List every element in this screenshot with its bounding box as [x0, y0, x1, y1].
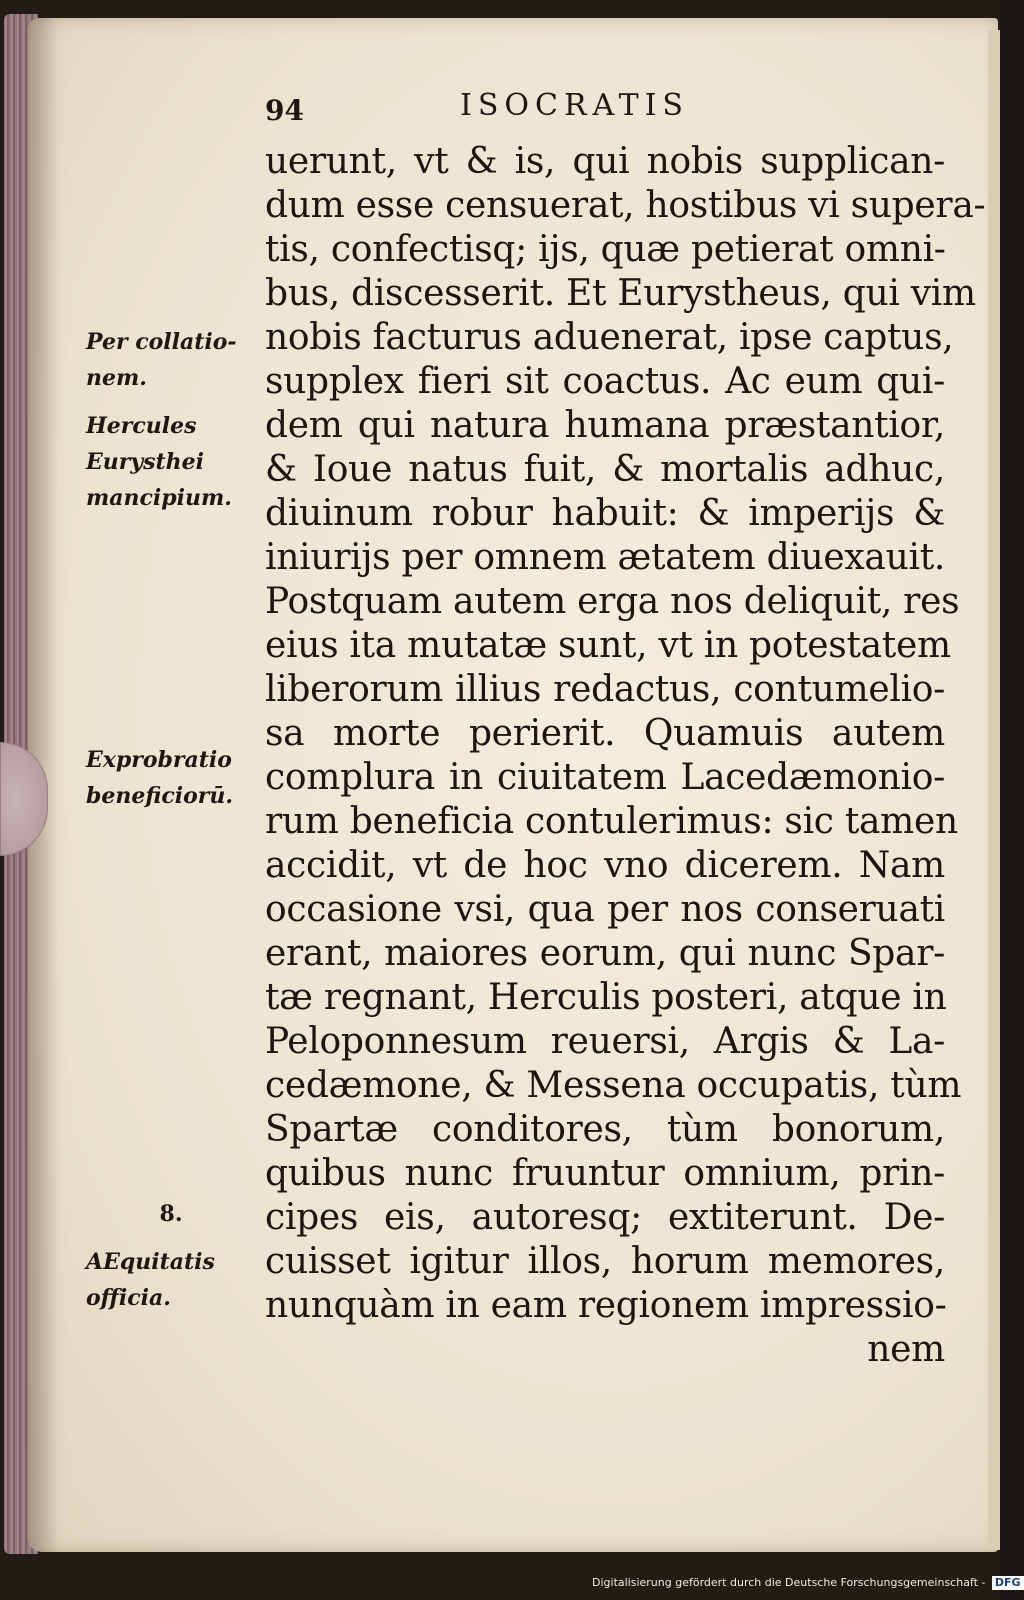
text-line: cedæmone, & Messena occupatis, tùm — [265, 1065, 962, 1106]
text-line: Peloponnesum reuersi, Argis & La- — [265, 1021, 945, 1062]
margin-note — [86, 742, 261, 814]
credit-text: Digitalisierung gefördert durch die Deutsche Forschungsgemeinschaft - — [592, 1576, 986, 1589]
margin-note-line: Hercules — [86, 413, 197, 439]
text-line: liberorum illius redactus, contumelio- — [265, 669, 945, 710]
margin-note-line: officia. — [86, 1285, 171, 1311]
section-number — [86, 1196, 256, 1232]
text-line: Postquam autem erga nos deliquit, res — [265, 581, 960, 622]
margin-note-line: beneficiorū. — [86, 783, 234, 809]
text-line: bus, discesserit. Et Eurystheus, qui vim — [265, 273, 976, 314]
page-number: 94 — [265, 94, 304, 127]
text-line: eius ita mutatæ sunt, vt in potestatem — [265, 625, 951, 666]
text-line: iniurijs per omnem ætatem diuexauit. — [265, 537, 945, 578]
text-line: erant, maiores eorum, qui nunc Spar- — [265, 933, 945, 974]
text-line: rum beneficia contulerimus: sic tamen — [265, 801, 958, 842]
margin-note-line: nem. — [86, 365, 147, 391]
text-line: cuisset igitur illos, horum memores, — [265, 1241, 945, 1282]
margin-note-line: Per collatio- — [86, 329, 237, 355]
catchword: nem — [867, 1329, 945, 1370]
text-line: accidit, vt de hoc vno dicerem. Nam — [265, 845, 945, 886]
text-line: nunquàm in eam regionem impressio- — [265, 1285, 947, 1326]
digitization-credit — [592, 1576, 1021, 1596]
text-line: uerunt, vt & is, qui nobis supplican- — [265, 141, 945, 182]
text-line: occasione vsi, qua per nos conseruati — [265, 889, 945, 930]
text-line: dem qui natura humana præstantior, — [265, 405, 945, 446]
text-line: Spartæ conditores, tùm bonorum, — [265, 1109, 945, 1150]
margin-note — [86, 408, 261, 516]
margin-note-line: Exprobratio — [86, 747, 232, 773]
body-text — [265, 140, 986, 1372]
text-line: dum esse censuerat, hostibus vi supera- — [265, 185, 986, 226]
text-line: sa morte perierit. Quamuis autem — [265, 713, 945, 754]
text-line: tis, confectisq; ijs, quæ petierat omni- — [265, 229, 946, 270]
text-line: nobis facturus aduenerat, ipse captus, — [265, 317, 954, 358]
text-line: & Ioue natus fuit, & mortalis adhuc, — [265, 449, 945, 490]
margin-note-line: 8. — [159, 1201, 183, 1227]
text-line: supplex fieri sit coactus. Ac eum qui- — [265, 361, 945, 402]
margin-note — [86, 1244, 261, 1316]
margin-note-line: Eurysthei — [86, 449, 205, 475]
text-line: tæ regnant, Herculis posteri, atque in — [265, 977, 947, 1018]
text-line: cipes eis, autoresq; extiterunt. De- — [265, 1197, 945, 1238]
text-line: quibus nunc fruuntur omnium, prin- — [265, 1153, 945, 1194]
text-line: diuinum robur habuit: & imperijs & — [265, 493, 945, 534]
running-head — [265, 86, 925, 136]
running-title: ISOCRATIS — [460, 88, 689, 123]
margin-note-line: mancipium. — [86, 485, 232, 511]
next-page-edge — [988, 30, 1000, 1550]
text-line: complura in ciuitatem Lacedæmonio- — [265, 757, 945, 798]
dfg-logo: DFG — [992, 1576, 1024, 1590]
margin-note-line: AEquitatis — [86, 1249, 215, 1275]
margin-note — [86, 324, 261, 396]
